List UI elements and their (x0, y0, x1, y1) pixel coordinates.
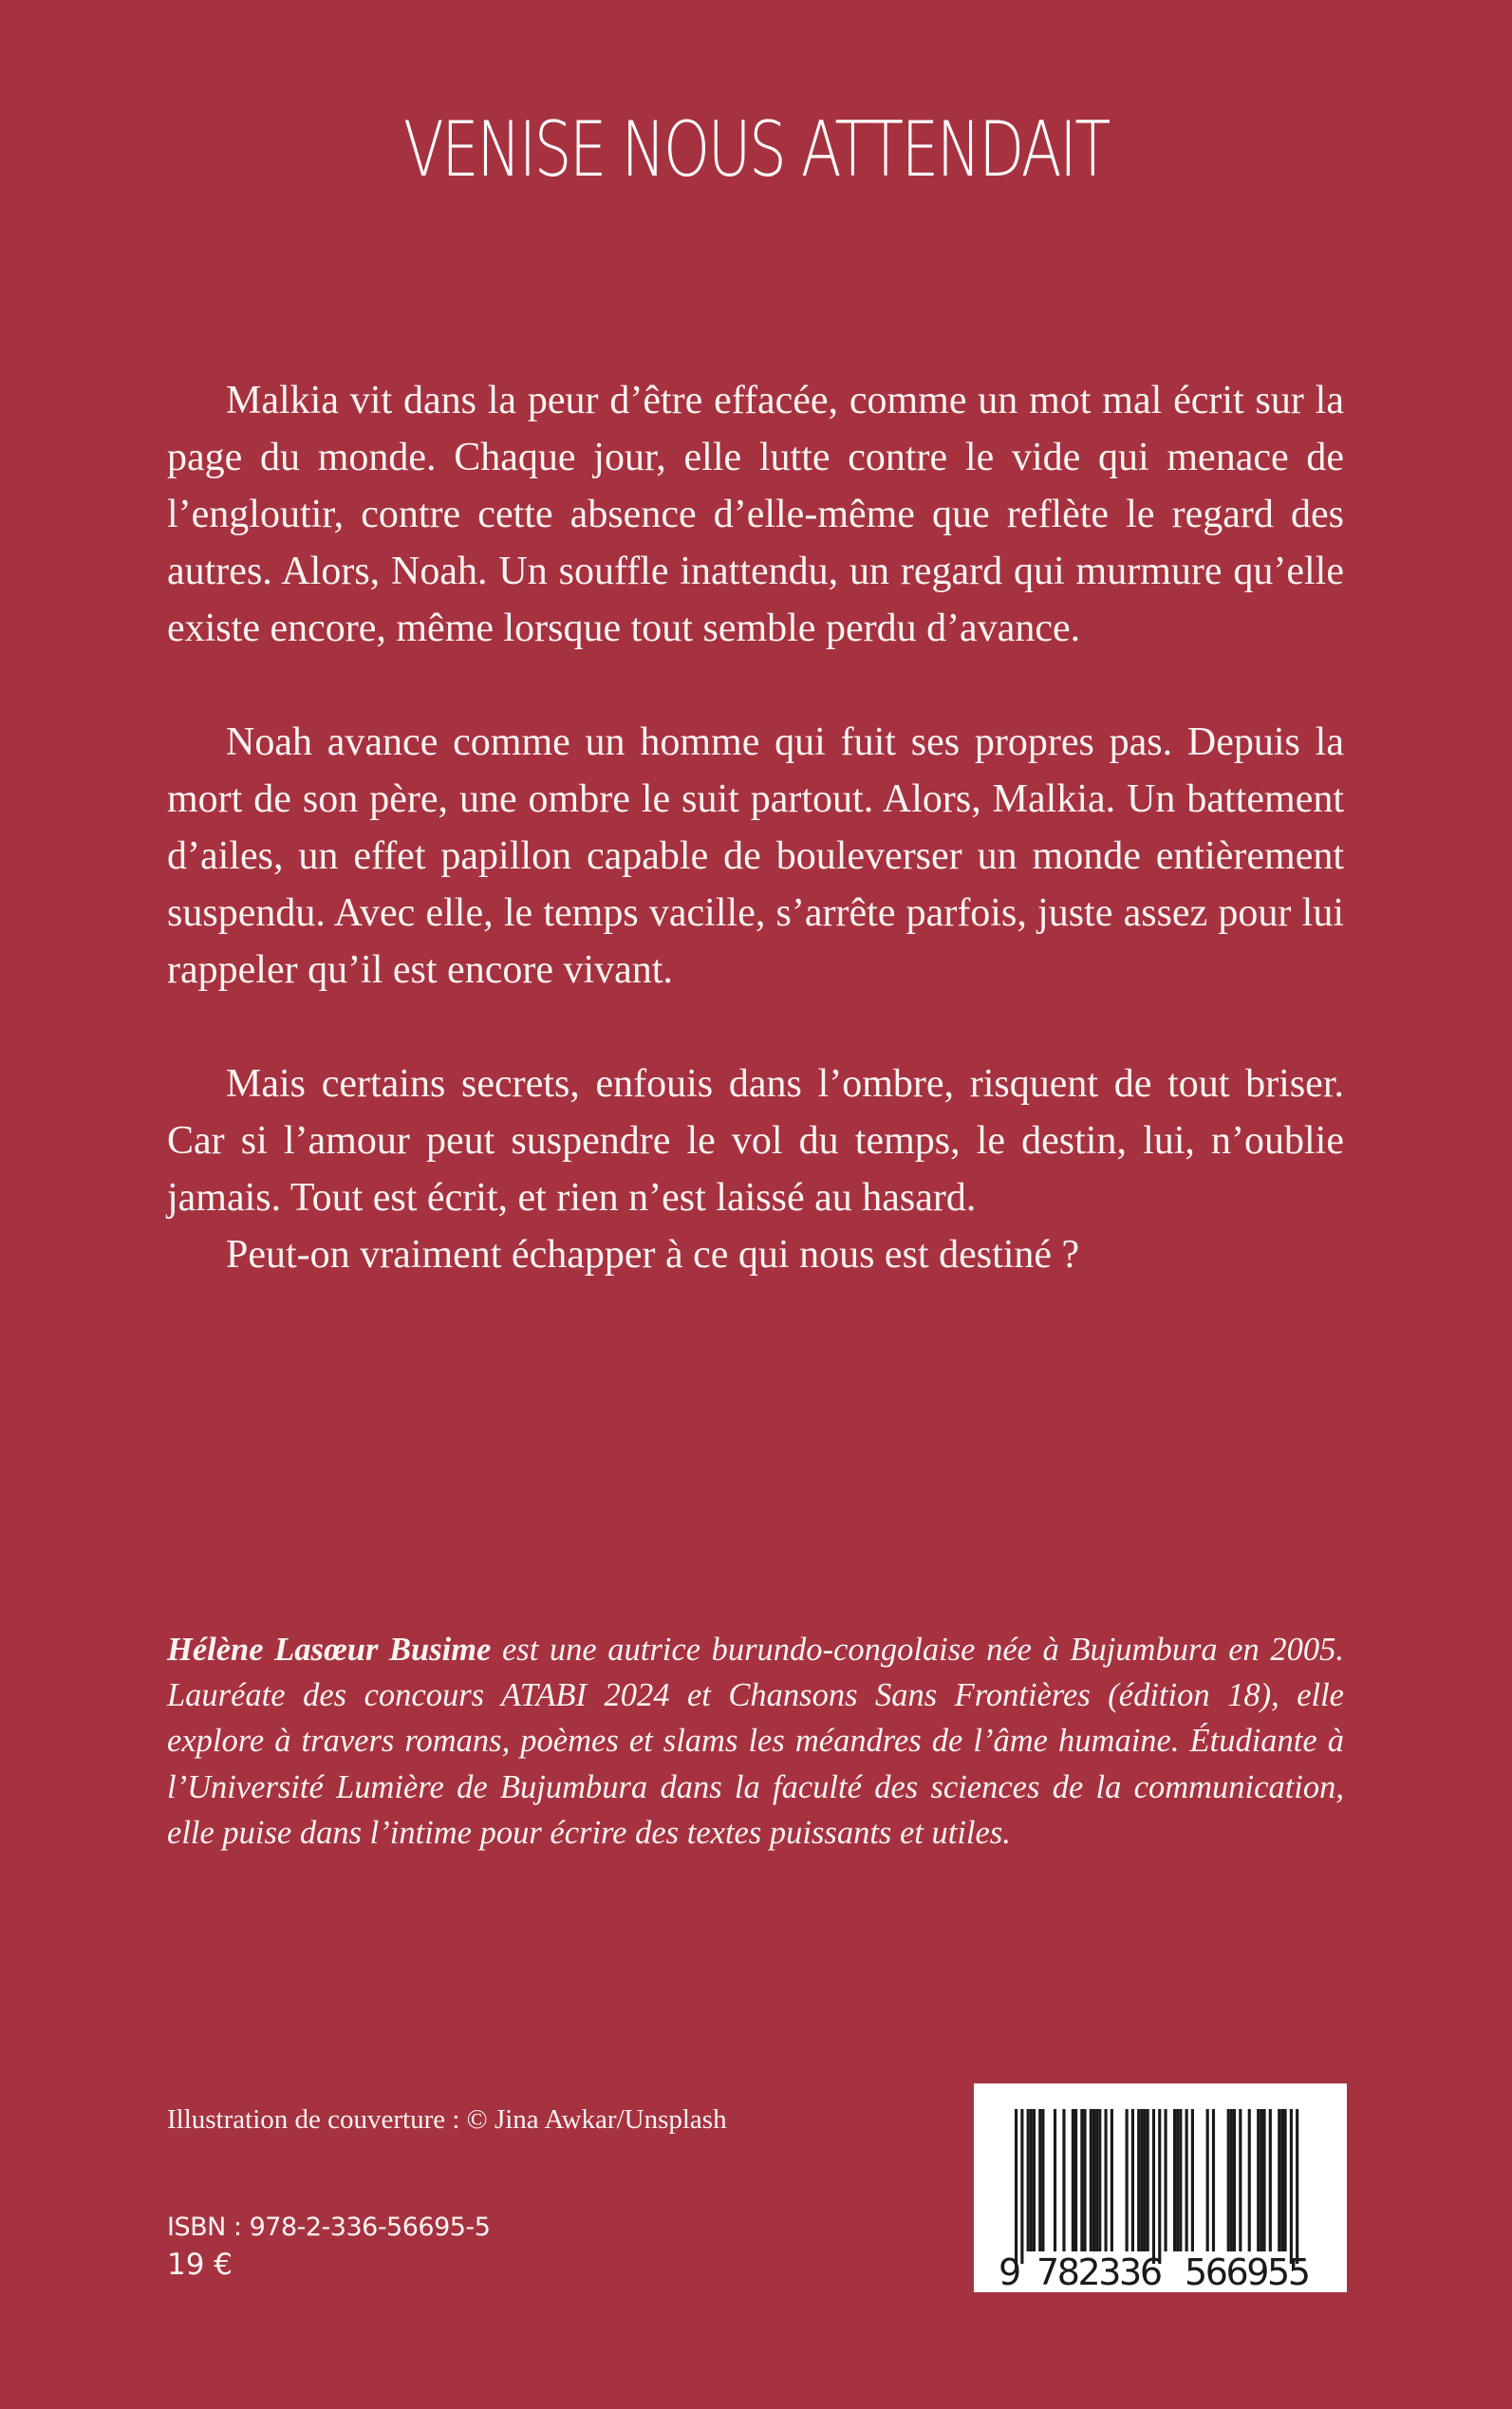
blurb-paragraph: Mais certains secrets, enfouis dans l’ombre, risquent de tout briser. Car si l’amour peut suspendre le vol du temps, le destin, lui, n’oublie jamais. Tout est écrit, et rien n’est laissé au hasard. (167, 1062, 1344, 1220)
blurb-paragraph: Malkia vit dans la peur d’être effacée, comme un mot mal écrit sur la page du monde. Chaque jour, elle lutte contre le vide qui menace de l’engloutir, contre cette absence d’elle-même que reflète le regard des autres. Alors, Noah. Un souffle inattendu, un regard qui murmure qu’elle existe encore, même lorsque tout semble perdu d’avance. (167, 379, 1344, 650)
cover-illustration-credit: Illustration de couverture : © Jina Awkar/Unsplash (167, 2104, 727, 2135)
isbn: ISBN : 978-2-336-56695-5 (167, 2213, 491, 2242)
barcode-digits-left: 782336 (1036, 2251, 1163, 2292)
book-title: VENISE NOUS ATTENDAIT (402, 105, 1110, 194)
blurb-paragraph: Noah avance comme un homme qui fuit ses propres pas. Depuis la mort de son père, une ombre le suit partout. Alors, Malkia. Un battement d’ailes, un effet papillon capable de bouleverser un monde entièrement suspendu. Avec elle, le temps vacille, s’arrête parfois, juste assez pour lui rappeler qu’il est encore vivant. (167, 720, 1344, 992)
author-bio-body: est une autrice burundo-congolaise née à Bujumbura en 2005. Lauréate des concours ATABI 2024 et Chansons Sans Frontières (édition 18), elle explore à travers romans, poèmes et slams les méandres de l’âme humaine. Étudiante à l’Université Lumière de Bujumbura dans la faculté des sciences de la communication, elle puise dans l’intime pour écrire des textes puissants et utiles. (167, 1632, 1345, 1851)
isbn-barcode (974, 2083, 1347, 2292)
author-bio-text (167, 1627, 1344, 1856)
barcode-digit-lead: 9 (999, 2251, 1022, 2292)
barcode-icon (974, 2083, 1347, 2292)
author-name: Hélène Lasœur Busime (167, 1632, 492, 1668)
price: 19 € (167, 2248, 233, 2282)
blurb-question: Peut-on vraiment échapper à ce qui nous est destiné ? (226, 1233, 1080, 1277)
barcode-digits-right: 566955 (1185, 2251, 1311, 2292)
author-bio (167, 1627, 1344, 1856)
back-cover-blurb (167, 372, 1344, 1283)
